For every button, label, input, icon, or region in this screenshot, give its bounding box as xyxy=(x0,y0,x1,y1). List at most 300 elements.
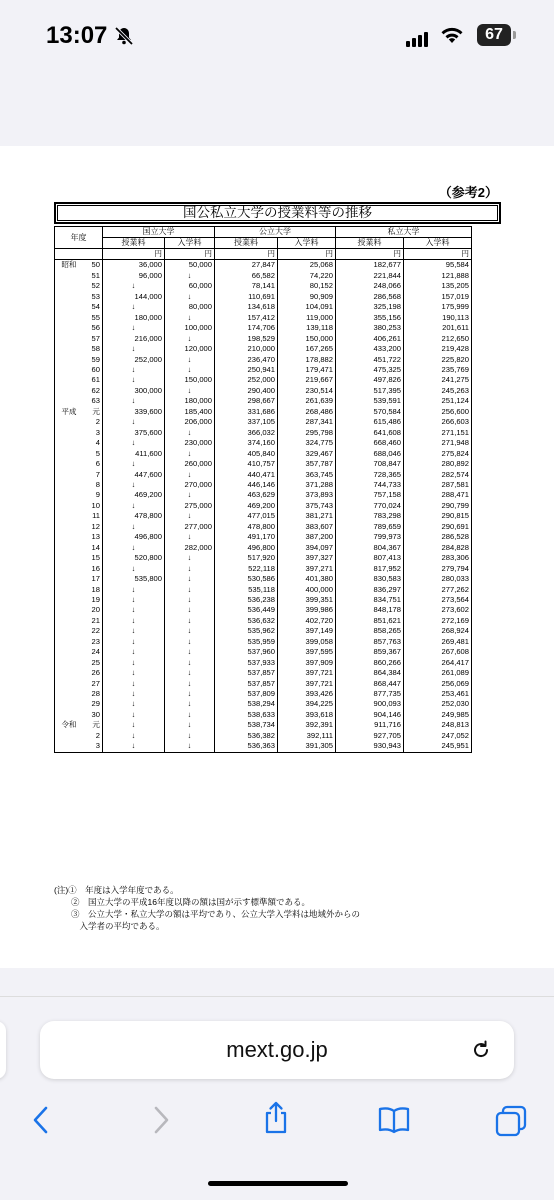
cell-private-tuition: 497,826 xyxy=(336,375,404,385)
table-row xyxy=(55,396,472,406)
cell-national-tuition: ↓ xyxy=(103,626,165,636)
table-row xyxy=(55,407,472,417)
table-row xyxy=(55,564,472,574)
cell-national-admission: ↓ xyxy=(165,731,215,741)
cell-private-admission: 286,528 xyxy=(404,532,472,542)
cell-public-admission: 397,595 xyxy=(278,647,336,657)
cell-national-admission: ↓ xyxy=(165,616,215,626)
cell-private-admission: 245,263 xyxy=(404,386,472,396)
header-national: 国立大学 xyxy=(103,227,215,238)
cell-private-admission: 256,069 xyxy=(404,679,472,689)
cell-era xyxy=(55,334,79,344)
cell-national-tuition: 96,000 xyxy=(103,271,165,281)
cell-public-tuition: 536,449 xyxy=(215,605,278,615)
cell-national-admission: 230,000 xyxy=(165,438,215,448)
cell-public-admission: 74,220 xyxy=(278,271,336,281)
cell-public-admission: 397,721 xyxy=(278,679,336,689)
cell-national-admission: ↓ xyxy=(165,679,215,689)
yen-unit: 円 xyxy=(336,249,404,260)
cell-national-admission: 270,000 xyxy=(165,480,215,490)
cell-public-admission: 329,467 xyxy=(278,449,336,459)
cell-private-admission: 247,052 xyxy=(404,731,472,741)
cell-public-tuition: 522,118 xyxy=(215,564,278,574)
cell-era xyxy=(55,511,79,521)
cell-era xyxy=(55,386,79,396)
table-row xyxy=(55,428,472,438)
cell-era xyxy=(55,564,79,574)
cell-national-admission: ↓ xyxy=(165,292,215,302)
cell-year: 21 xyxy=(79,616,103,626)
cell-private-tuition: 451,722 xyxy=(336,355,404,365)
cell-national-admission: ↓ xyxy=(165,689,215,699)
cell-private-admission: 253,461 xyxy=(404,689,472,699)
cell-private-tuition: 930,943 xyxy=(336,741,404,752)
cell-era xyxy=(55,647,79,657)
cell-private-tuition: 851,621 xyxy=(336,616,404,626)
cell-private-admission: 280,033 xyxy=(404,574,472,584)
cell-private-admission: 251,124 xyxy=(404,396,472,406)
cell-private-tuition: 615,486 xyxy=(336,417,404,427)
cell-public-admission: 392,391 xyxy=(278,720,336,730)
cell-public-admission: 80,152 xyxy=(278,281,336,291)
header-national-tuition: 授業料 xyxy=(103,238,165,249)
cell-national-tuition: 339,600 xyxy=(103,407,165,417)
cell-national-admission: ↓ xyxy=(165,574,215,584)
cell-public-admission: 371,288 xyxy=(278,480,336,490)
cell-national-tuition: ↓ xyxy=(103,344,165,354)
cell-national-tuition: ↓ xyxy=(103,710,165,720)
cell-private-admission: 248,813 xyxy=(404,720,472,730)
cell-public-admission: 400,000 xyxy=(278,585,336,595)
cell-national-tuition: ↓ xyxy=(103,365,165,375)
cell-public-admission: 261,639 xyxy=(278,396,336,406)
cell-national-tuition: ↓ xyxy=(103,396,165,406)
cell-private-admission: 275,824 xyxy=(404,449,472,459)
cell-national-tuition: 411,600 xyxy=(103,449,165,459)
cell-private-admission: 219,428 xyxy=(404,344,472,354)
cell-year: 8 xyxy=(79,480,103,490)
cell-private-tuition: 517,395 xyxy=(336,386,404,396)
cell-national-tuition: ↓ xyxy=(103,522,165,532)
cell-era xyxy=(55,532,79,542)
cell-public-tuition: 538,734 xyxy=(215,720,278,730)
forward-icon[interactable] xyxy=(150,1105,172,1135)
cell-year: 50 xyxy=(79,260,103,271)
cell-national-admission: ↓ xyxy=(165,605,215,615)
table-row xyxy=(55,616,472,626)
cell-year: 56 xyxy=(79,323,103,333)
cell-private-admission: 190,113 xyxy=(404,313,472,323)
cell-public-tuition: 66,582 xyxy=(215,271,278,281)
cell-national-admission: 185,400 xyxy=(165,407,215,417)
cell-year: 15 xyxy=(79,553,103,563)
cell-era xyxy=(55,428,79,438)
cell-private-admission: 280,892 xyxy=(404,459,472,469)
cell-year: 61 xyxy=(79,375,103,385)
note-line: ③ 公立大学・私立大学の額は平均であり、公立大学入学料は地域外からの xyxy=(54,909,361,919)
table-row xyxy=(55,553,472,563)
table-row xyxy=(55,543,472,553)
cell-year: 3 xyxy=(79,741,103,752)
cell-public-admission: 25,068 xyxy=(278,260,336,271)
cell-public-tuition: 535,118 xyxy=(215,585,278,595)
previous-tab-peek[interactable] xyxy=(0,1021,6,1079)
cell-year: 24 xyxy=(79,647,103,657)
cell-private-admission: 175,999 xyxy=(404,302,472,312)
cell-public-admission: 397,327 xyxy=(278,553,336,563)
table-row xyxy=(55,679,472,689)
cell-public-tuition: 252,000 xyxy=(215,375,278,385)
status-time: 13:07 xyxy=(46,22,108,49)
header-national-admission: 入学料 xyxy=(165,238,215,249)
cell-private-admission: 282,574 xyxy=(404,470,472,480)
cell-national-tuition: ↓ xyxy=(103,616,165,626)
cell-public-admission: 393,426 xyxy=(278,689,336,699)
cell-national-admission: 60,000 xyxy=(165,281,215,291)
cell-national-admission: ↓ xyxy=(165,386,215,396)
cell-year: 13 xyxy=(79,532,103,542)
cell-national-tuition: ↓ xyxy=(103,501,165,511)
table-row xyxy=(55,574,472,584)
cell-year: 18 xyxy=(79,585,103,595)
table-row xyxy=(55,375,472,385)
table-row xyxy=(55,417,472,427)
table-row xyxy=(55,626,472,636)
cell-private-tuition: 770,024 xyxy=(336,501,404,511)
cell-era xyxy=(55,417,79,427)
cell-public-tuition: 536,238 xyxy=(215,595,278,605)
table-row xyxy=(55,668,472,678)
table-row xyxy=(55,522,472,532)
cell-public-tuition: 530,586 xyxy=(215,574,278,584)
cell-public-tuition: 536,363 xyxy=(215,741,278,752)
cell-private-admission: 245,951 xyxy=(404,741,472,752)
cell-public-admission: 90,909 xyxy=(278,292,336,302)
cell-private-tuition: 221,844 xyxy=(336,271,404,281)
cell-private-admission: 261,089 xyxy=(404,668,472,678)
table-row xyxy=(55,470,472,480)
cell-national-tuition: 180,000 xyxy=(103,313,165,323)
cell-public-admission: 393,618 xyxy=(278,710,336,720)
table-row xyxy=(55,323,472,333)
table-row xyxy=(55,658,472,668)
cell-public-tuition: 410,757 xyxy=(215,459,278,469)
cell-public-admission: 357,787 xyxy=(278,459,336,469)
table-row xyxy=(55,355,472,365)
cell-national-admission: ↓ xyxy=(165,470,215,480)
cell-national-admission: ↓ xyxy=(165,720,215,730)
cell-era xyxy=(55,375,79,385)
cell-national-tuition: ↓ xyxy=(103,637,165,647)
cell-era xyxy=(55,658,79,668)
table-row xyxy=(55,595,472,605)
browser-toolbar xyxy=(0,1097,554,1143)
cell-year: 63 xyxy=(79,396,103,406)
cell-year: 60 xyxy=(79,365,103,375)
cell-national-tuition: ↓ xyxy=(103,668,165,678)
cell-private-admission: 212,650 xyxy=(404,334,472,344)
cell-public-tuition: 517,920 xyxy=(215,553,278,563)
cell-era xyxy=(55,553,79,563)
table-row xyxy=(55,292,472,302)
cell-national-tuition: ↓ xyxy=(103,720,165,730)
cell-private-tuition: 860,266 xyxy=(336,658,404,668)
cell-private-admission: 269,481 xyxy=(404,637,472,647)
cell-national-admission: ↓ xyxy=(165,449,215,459)
yen-unit: 円 xyxy=(278,249,336,260)
yen-unit: 円 xyxy=(215,249,278,260)
cell-year: 55 xyxy=(79,313,103,323)
header-public: 公立大学 xyxy=(215,227,336,238)
url-text[interactable]: mext.go.jp xyxy=(226,1037,328,1062)
cell-public-admission: 219,667 xyxy=(278,375,336,385)
share-icon[interactable] xyxy=(262,1101,290,1135)
table-row xyxy=(55,334,472,344)
cell-public-admission: 394,225 xyxy=(278,699,336,709)
cell-private-tuition: 355,156 xyxy=(336,313,404,323)
cell-public-tuition: 250,941 xyxy=(215,365,278,375)
cell-national-admission: 150,000 xyxy=(165,375,215,385)
cell-national-tuition: ↓ xyxy=(103,302,165,312)
cell-era: 昭和 xyxy=(55,260,79,271)
cell-private-admission: 287,581 xyxy=(404,480,472,490)
cell-public-tuition: 440,471 xyxy=(215,470,278,480)
yen-unit: 円 xyxy=(404,249,472,260)
cell-year: 10 xyxy=(79,501,103,511)
cell-private-admission: 95,584 xyxy=(404,260,472,271)
cell-era xyxy=(55,313,79,323)
cell-year: 5 xyxy=(79,449,103,459)
cell-era xyxy=(55,710,79,720)
cell-era: 令和 xyxy=(55,720,79,730)
battery-tip xyxy=(513,31,516,39)
cell-year: 20 xyxy=(79,605,103,615)
cell-national-tuition: ↓ xyxy=(103,699,165,709)
cell-public-admission: 295,798 xyxy=(278,428,336,438)
table-row xyxy=(55,699,472,709)
cell-public-tuition: 134,618 xyxy=(215,302,278,312)
cell-year: 7 xyxy=(79,470,103,480)
cell-private-admission: 252,030 xyxy=(404,699,472,709)
cell-era xyxy=(55,323,79,333)
cell-private-admission: 264,417 xyxy=(404,658,472,668)
cell-public-tuition: 537,933 xyxy=(215,658,278,668)
cell-public-admission: 402,720 xyxy=(278,616,336,626)
yen-unit: 円 xyxy=(103,249,165,260)
cell-national-admission: ↓ xyxy=(165,741,215,752)
cell-era xyxy=(55,543,79,553)
cell-year: 58 xyxy=(79,344,103,354)
yen-unit: 円 xyxy=(165,249,215,260)
table-row xyxy=(55,689,472,699)
tabs-icon[interactable] xyxy=(494,1105,528,1137)
reload-icon[interactable] xyxy=(470,1039,492,1061)
cell-private-admission: 290,799 xyxy=(404,501,472,511)
cell-year: 6 xyxy=(79,459,103,469)
cell-national-admission: ↓ xyxy=(165,710,215,720)
cell-private-tuition: 248,066 xyxy=(336,281,404,291)
cell-national-tuition: 216,000 xyxy=(103,334,165,344)
cell-private-tuition: 864,384 xyxy=(336,668,404,678)
cell-private-tuition: 744,733 xyxy=(336,480,404,490)
cell-era xyxy=(55,668,79,678)
cell-private-admission: 135,205 xyxy=(404,281,472,291)
cell-national-tuition: 535,800 xyxy=(103,574,165,584)
cell-private-tuition: 859,367 xyxy=(336,647,404,657)
cell-national-tuition: 520,800 xyxy=(103,553,165,563)
document-title: 国公私立大学の授業料等の推移 xyxy=(54,202,501,224)
cell-era xyxy=(55,470,79,480)
cell-public-admission: 375,743 xyxy=(278,501,336,511)
cell-public-admission: 397,149 xyxy=(278,626,336,636)
cell-year: 19 xyxy=(79,595,103,605)
document-page xyxy=(0,146,554,968)
cell-private-tuition: 799,973 xyxy=(336,532,404,542)
cell-national-admission: 275,000 xyxy=(165,501,215,511)
table-row xyxy=(55,365,472,375)
table-row xyxy=(55,480,472,490)
cell-national-admission: 206,000 xyxy=(165,417,215,427)
cell-national-admission: ↓ xyxy=(165,658,215,668)
cell-era xyxy=(55,574,79,584)
cell-private-tuition: 807,413 xyxy=(336,553,404,563)
cell-public-tuition: 27,847 xyxy=(215,260,278,271)
reference-label: （参考2） xyxy=(438,185,498,200)
cell-public-admission: 150,000 xyxy=(278,334,336,344)
cell-public-tuition: 491,170 xyxy=(215,532,278,542)
bookmarks-icon[interactable] xyxy=(376,1105,412,1135)
cell-private-admission: 267,608 xyxy=(404,647,472,657)
cell-public-admission: 373,893 xyxy=(278,490,336,500)
cell-era xyxy=(55,731,79,741)
cell-national-admission: ↓ xyxy=(165,553,215,563)
cell-national-tuition: 252,000 xyxy=(103,355,165,365)
table-row xyxy=(55,731,472,741)
battery-indicator: 67 xyxy=(477,24,511,46)
cell-public-admission: 324,775 xyxy=(278,438,336,448)
cell-national-admission: ↓ xyxy=(165,511,215,521)
browser-bottom-bar xyxy=(0,996,554,1200)
home-indicator xyxy=(208,1181,348,1186)
cell-public-admission: 363,745 xyxy=(278,470,336,480)
cell-private-admission: 273,602 xyxy=(404,605,472,615)
cell-private-tuition: 868,447 xyxy=(336,679,404,689)
table-row xyxy=(55,710,472,720)
cell-era xyxy=(55,490,79,500)
cell-public-admission: 397,909 xyxy=(278,658,336,668)
note-line: ② 国立大学の平成16年度以降の額は国が示す標準額である。 xyxy=(54,897,310,907)
cell-public-admission: 167,265 xyxy=(278,344,336,354)
yen-unit-blank xyxy=(55,249,103,260)
cell-public-admission: 179,471 xyxy=(278,365,336,375)
cell-national-tuition: ↓ xyxy=(103,438,165,448)
cell-public-admission: 230,514 xyxy=(278,386,336,396)
note-line: (注)① 年度は入学年度である。 xyxy=(54,885,179,895)
cell-public-admission: 178,882 xyxy=(278,355,336,365)
cell-public-admission: 139,118 xyxy=(278,323,336,333)
cell-public-tuition: 463,629 xyxy=(215,490,278,500)
address-bar[interactable] xyxy=(40,1021,514,1079)
cell-private-tuition: 688,046 xyxy=(336,449,404,459)
cell-national-tuition: ↓ xyxy=(103,658,165,668)
cell-private-admission: 121,888 xyxy=(404,271,472,281)
cell-year: 54 xyxy=(79,302,103,312)
cell-era xyxy=(55,480,79,490)
cell-private-tuition: 641,608 xyxy=(336,428,404,438)
table-row xyxy=(55,741,472,752)
cell-year: 30 xyxy=(79,710,103,720)
cell-year: 16 xyxy=(79,564,103,574)
cell-national-tuition: ↓ xyxy=(103,281,165,291)
cell-private-tuition: 286,568 xyxy=(336,292,404,302)
table-row xyxy=(55,605,472,615)
cell-year: 14 xyxy=(79,543,103,553)
header-private-admission: 入学料 xyxy=(404,238,472,249)
cell-year: 26 xyxy=(79,668,103,678)
cell-private-tuition: 927,705 xyxy=(336,731,404,741)
cell-national-tuition: ↓ xyxy=(103,647,165,657)
cell-national-tuition: 375,600 xyxy=(103,428,165,438)
cell-public-admission: 381,271 xyxy=(278,511,336,521)
cell-era xyxy=(55,438,79,448)
table-row xyxy=(55,449,472,459)
cell-era xyxy=(55,699,79,709)
cell-year: 9 xyxy=(79,490,103,500)
cell-year: 元 xyxy=(79,407,103,417)
cell-national-tuition: ↓ xyxy=(103,375,165,385)
cell-era xyxy=(55,302,79,312)
cell-national-tuition: 447,600 xyxy=(103,470,165,480)
cell-national-admission: ↓ xyxy=(165,271,215,281)
cell-private-tuition: 836,297 xyxy=(336,585,404,595)
cell-era xyxy=(55,741,79,752)
cell-public-tuition: 536,382 xyxy=(215,731,278,741)
cell-private-tuition: 904,146 xyxy=(336,710,404,720)
cell-national-admission: 180,000 xyxy=(165,396,215,406)
cell-national-admission: ↓ xyxy=(165,637,215,647)
cell-private-tuition: 834,751 xyxy=(336,595,404,605)
cell-national-tuition: ↓ xyxy=(103,595,165,605)
cell-private-admission: 249,985 xyxy=(404,710,472,720)
cell-public-admission: 119,000 xyxy=(278,313,336,323)
cell-private-tuition: 911,716 xyxy=(336,720,404,730)
table-row xyxy=(55,313,472,323)
cell-year: 57 xyxy=(79,334,103,344)
cell-year: 51 xyxy=(79,271,103,281)
cell-public-tuition: 174,706 xyxy=(215,323,278,333)
cell-era xyxy=(55,271,79,281)
cell-public-tuition: 537,857 xyxy=(215,679,278,689)
cell-era xyxy=(55,292,79,302)
note-line: 入学者の平均である。 xyxy=(54,921,165,931)
cell-public-admission: 268,486 xyxy=(278,407,336,417)
cell-national-tuition: ↓ xyxy=(103,459,165,469)
cell-public-tuition: 536,632 xyxy=(215,616,278,626)
cell-year: 2 xyxy=(79,417,103,427)
cell-national-admission: ↓ xyxy=(165,313,215,323)
cell-era xyxy=(55,396,79,406)
cell-era xyxy=(55,637,79,647)
cell-era xyxy=(55,281,79,291)
cell-private-admission: 201,611 xyxy=(404,323,472,333)
back-icon[interactable] xyxy=(30,1105,52,1135)
cell-national-admission: 50,000 xyxy=(165,260,215,271)
cell-private-admission: 241,275 xyxy=(404,375,472,385)
header-year: 年度 xyxy=(55,227,103,249)
cell-public-tuition: 78,141 xyxy=(215,281,278,291)
cell-national-admission: 80,000 xyxy=(165,302,215,312)
cell-year: 17 xyxy=(79,574,103,584)
